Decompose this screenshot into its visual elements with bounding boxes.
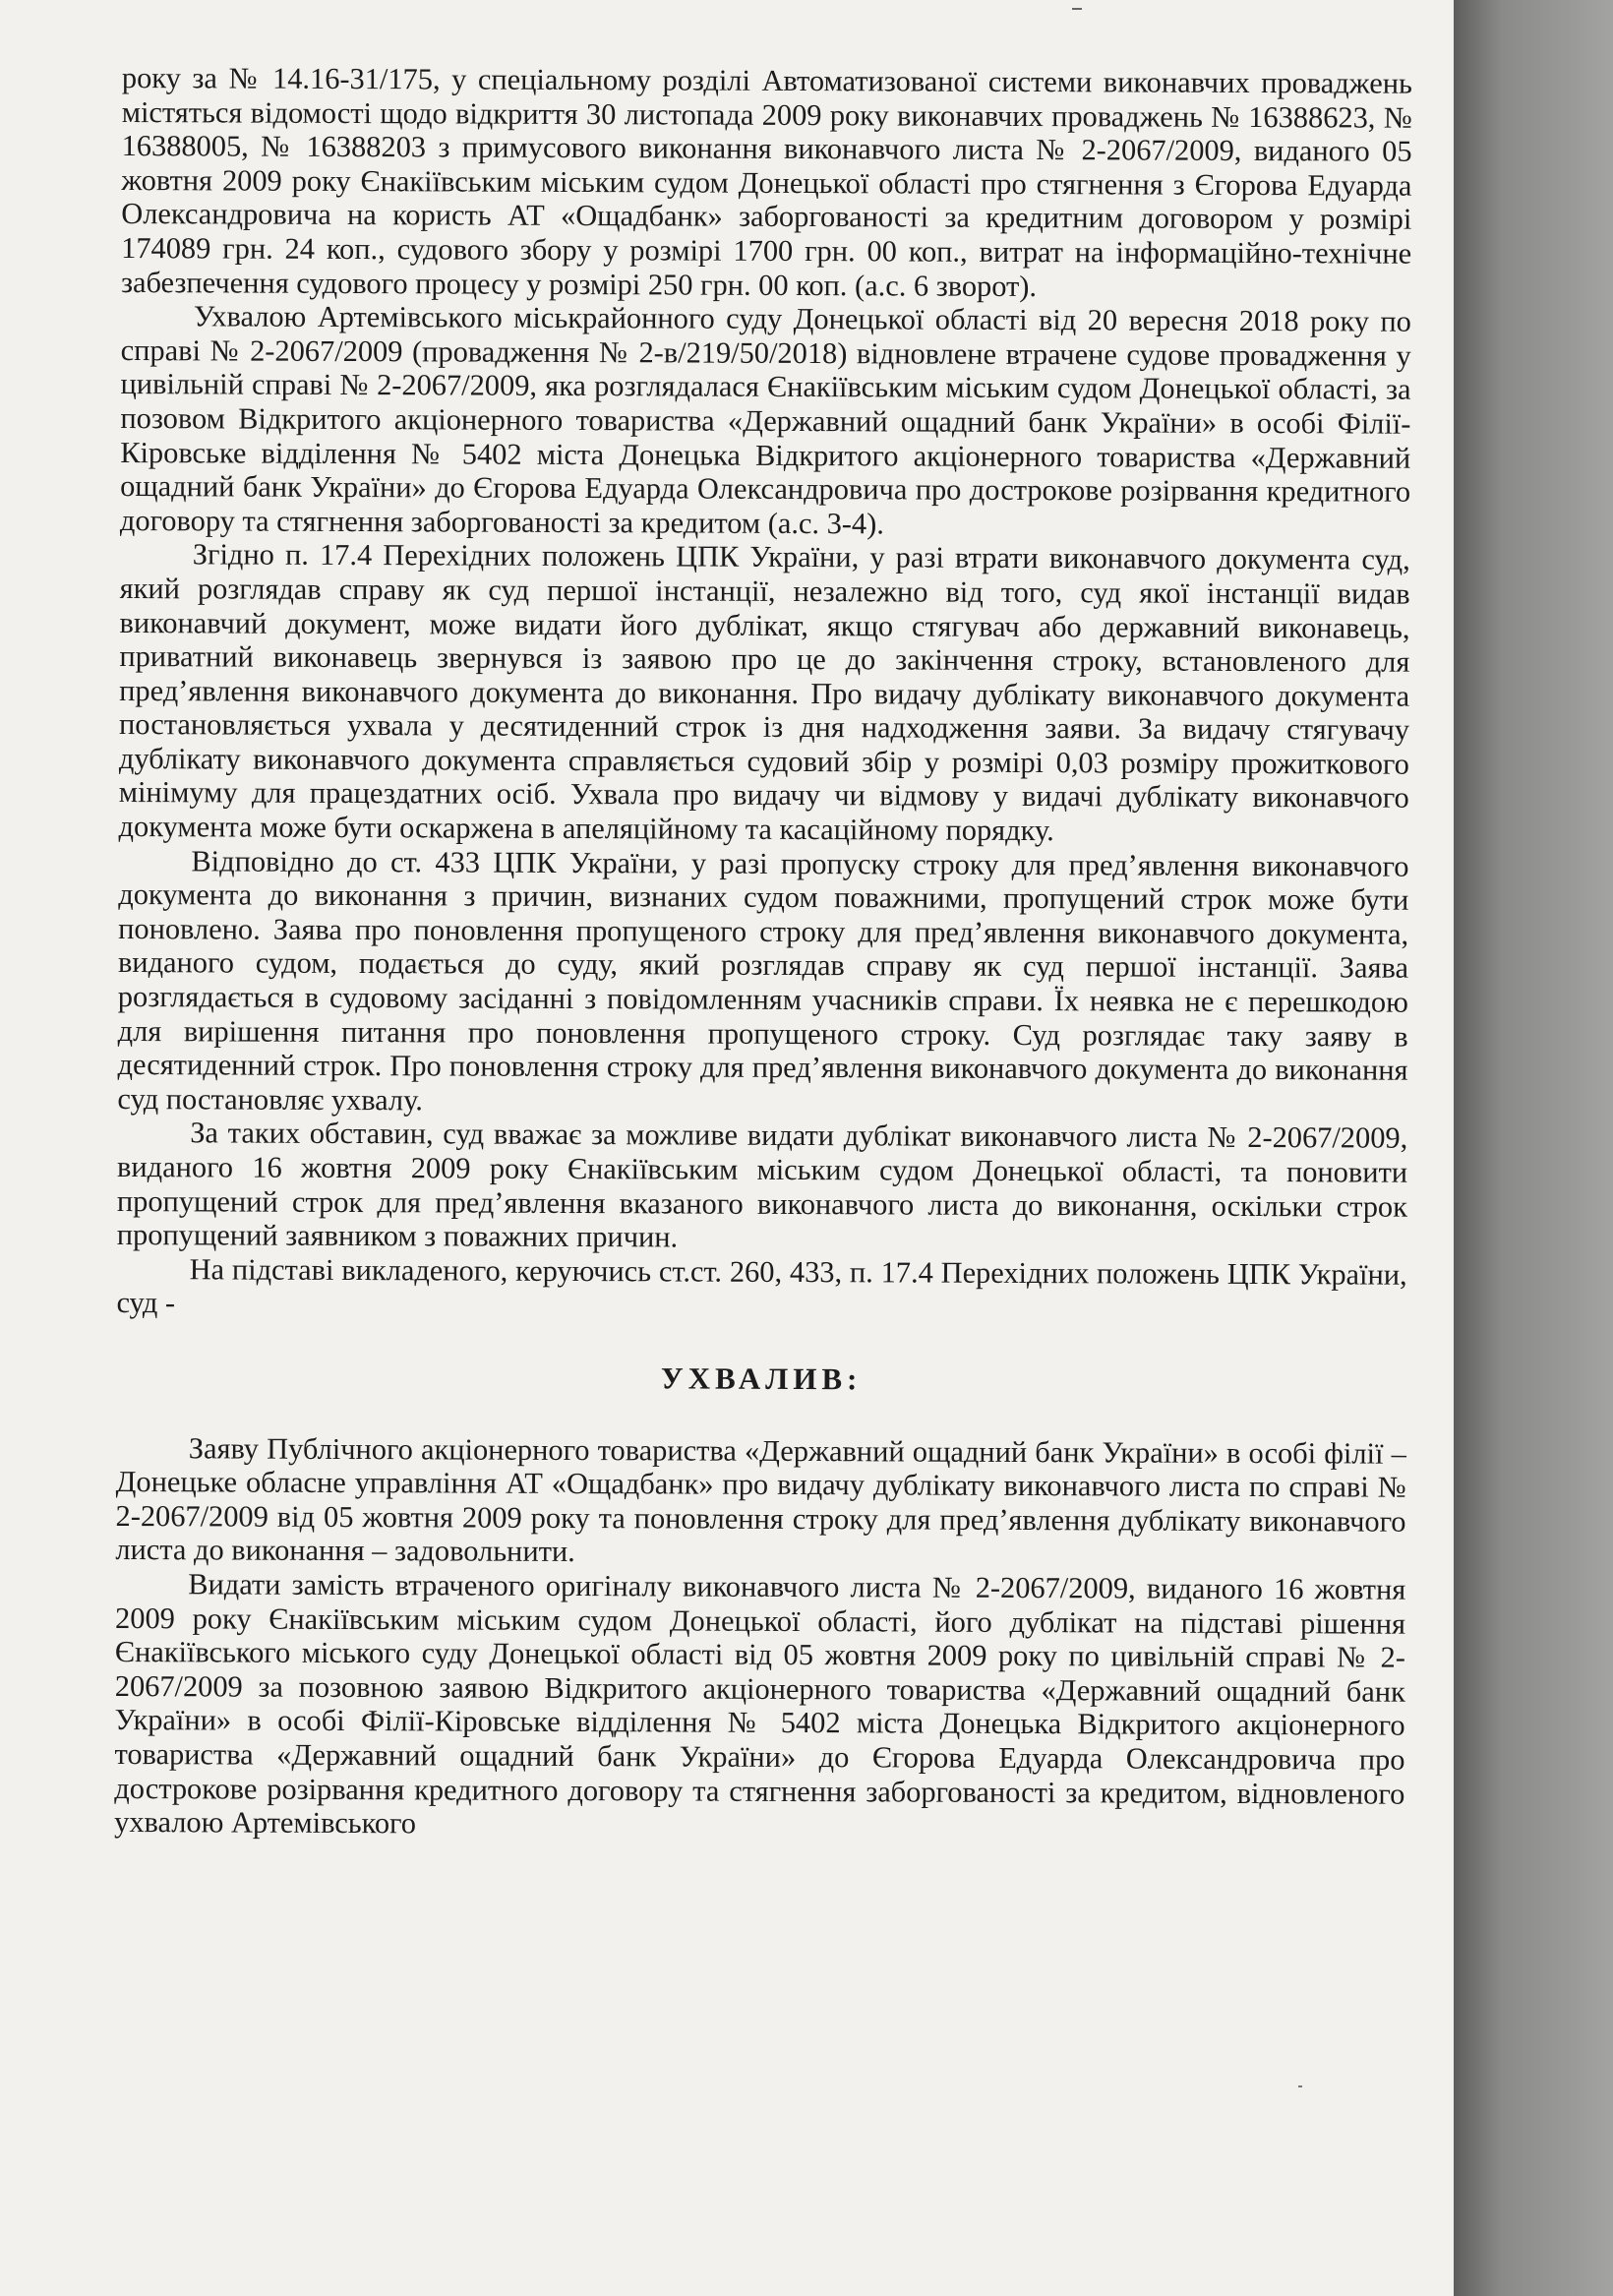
paragraph-term-renewal-rules: Відповідно до ст. 433 ЦПК України, у разі пропуску строку для пред’явлення виконавчого документа до виконання з причин, визнаних судом поважними, пропущений строк може бути поновлено. Заява про поновлення пропущеного строку для пред’явлення виконавчого документа, виданого судом, подається до суду, який розглядав справу як суд першої інстанції. Заява розглядається в судовому засіданні з повідомленням учасників справи. Їх неявка не є перешкодою для вирішення питання про поновлення пропущеного строку. Суд розглядає таку заяву в десятиденний строк. Про поновлення строку для пред’явлення виконавчого документа до виконання суд постановляє ухвалу. bbox=[117, 843, 1409, 1118]
paragraph-continuation: року за № 14.16-31/175, у спеціальному розділі Автоматизованої системи виконавчих проваджень містяться відомості щодо відкриття 30 листопада 2009 року виконавчих проваджень № 16388623, № 16388005, № 16388203 з примусового виконання виконавчого листа № 2-2067/2009, виданого 05 жовтня 2009 року Єнакіївським міським судом Донецької області про стягнення з Єгорова Едуарда Олександровича на користь АТ «Ощадбанк» заборгованості за кредитним договором у розмірі 174089 грн. 24 коп., судового збору у розмірі 1700 грн. 00 коп., витрат на інформаційно-технічне забезпечення судового процесу у розмірі 250 грн. 00 коп. (а.с. 6 зворот). bbox=[120, 61, 1412, 303]
paragraph-court-conclusion: За таких обставин, суд вважає за можливе видати дублікат виконавчого листа № 2-2067/2009, виданого 16 жовтня 2009 року Єнакіївським міським судом Донецької області, та поновити пропущений строк для пред’явлення вказаного виконавчого листа до виконання, оскільки строк пропущений заявником з поважних причин. bbox=[116, 1116, 1408, 1254]
scanner-background bbox=[1454, 0, 1613, 2296]
paragraph-ruling-satisfy: Заяву Публічного акціонерного товариства «Державний ощадний банк України» в особі філії – Донецьке обласне управління АТ «Ощадбанк» про видачу дублікату виконавчого листа по справі № 2-2067/2009 від 05 жовтня 2009 року та поновлення строку для пред’явлення дублікату виконавчого листа до виконання – задовольнити. bbox=[115, 1430, 1406, 1569]
paragraph-ruling-issue-duplicate: Видати замість втраченого оригіналу виконавчого листа № 2-2067/2009, виданого 16 жовтня 2009 року Єнакіївським міським судом Донецької області, його дублікат на підставі рішення Єнакіївського міського суду Донецької області від 05 жовтня 2009 року по цивільній справі № 2-2067/2009 за позовною заявою Відкритого акціонерного товариства «Державний ощадний банк України» в особі Філії-Кіровське відділення № 5402 міста Донецька Відкритого акціонерного товариства «Державний ощадний банк України» до Єгорова Едуарда Олександровича про дострокове розірвання кредитного договору та стягнення заборгованості за кредитом, відновленого ухвалою Артемівського bbox=[114, 1567, 1406, 1841]
paragraph-restoration-ruling: Ухвалою Артемівського міськрайонного суду Донецької області від 20 вересня 2018 року по справі № 2-2067/2009 (провадження № 2-в/219/50/2018) відновлене втрачене судове провадження у цивільній справі № 2-2067/2009, яка розглядалася Єнакіївським міським судом Донецької області, за позовом Відкритого акціонерного товариства «Державний ощадний банк України» в особі Філії-Кіровське відділення № 5402 міста Донецька Відкритого акціонерного товариства «Державний ощадний банк України» до Єгорова Едуарда Олександровича про дострокове розірвання кредитного договору та стягнення заборгованості за кредитом (а.с. 3-4). bbox=[119, 299, 1411, 541]
paragraph-duplicate-rules: Згідно п. 17.4 Перехідних положень ЦПК України, у разі втрати виконавчого документа суд, який розглядав справу як суд першої інстанції, незалежно від того, суд якої інстанції видав виконавчий документ, може видати його дублікат, якщо стягувач або державний виконавець, приватний виконавець звернувся із заявою про це до закінчення строку, встановленого для пред’явлення виконавчого документа до виконання. Про видачу дублікату виконавчого документа постановляється ухвала у десятиденний строк із дня надходження заяви. За видачу стягувачу дублікату виконавчого документа справляється судовий збір у розмірі 0,03 розміру прожиткового мінімуму для працездатних осіб. Ухвала про видачу чи відмову у видачі дублікату виконавчого документа може бути оскаржена в апеляційному та касаційному порядку. bbox=[118, 537, 1410, 848]
scan-mark bbox=[1298, 2085, 1302, 2087]
paragraph-legal-basis: На підставі викладеного, керуючись ст.ст. 260, 433, п. 17.4 Перехідних положень ЦПК України, суд - bbox=[116, 1252, 1407, 1320]
ruling-heading: УХВАЛИВ: bbox=[660, 1360, 863, 1397]
document-body bbox=[114, 61, 1412, 1844]
scan-mark bbox=[1072, 8, 1082, 10]
